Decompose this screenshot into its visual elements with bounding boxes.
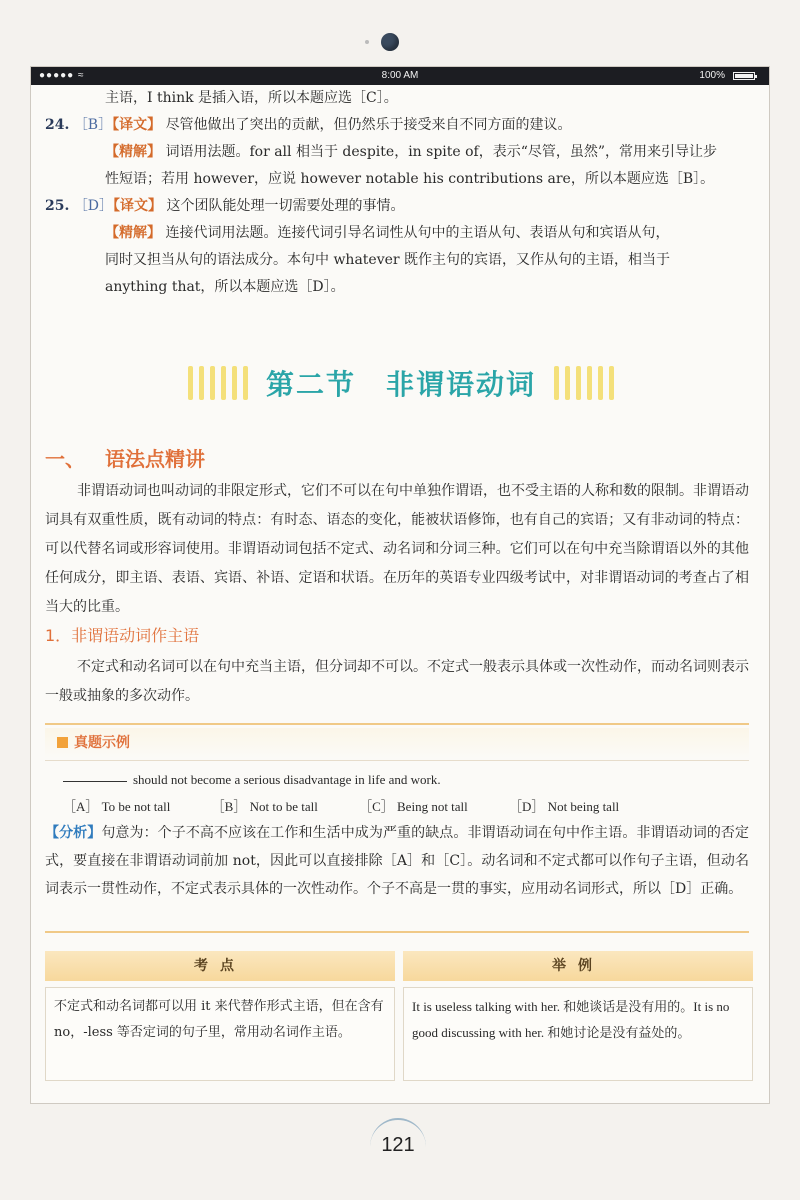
translation-text: 这个团队能处理一切需要处理的事情。 <box>166 198 405 214</box>
translation-tag: 【译文】 <box>112 117 162 133</box>
decorative-stripes-right <box>554 366 614 400</box>
heading-text: 语法点精讲 <box>105 447 205 471</box>
page-number-badge <box>370 1118 426 1176</box>
explanation-text: 同时又担当从句的语法成分。本句中 whatever 既作主句的宾语，又作从句的主语，相当于 <box>105 252 671 268</box>
signal-icon: ●●●●● ≈ <box>39 70 85 81</box>
key-points-table <box>45 951 753 1081</box>
section-banner <box>141 359 661 407</box>
table-header-keypoint: 考点 <box>45 951 395 981</box>
analysis-tag: 【分析】 <box>45 825 102 841</box>
explanation-text: 连接代词用法题。连接代词引导名词性从句中的主语从句、表语从句和宾语从句， <box>165 225 670 241</box>
explanation-text: anything that，所以本题应选［D］。 <box>105 279 345 295</box>
page-number: 121 <box>381 1134 415 1156</box>
analysis-text: 句意为：个子不高不应该在工作和生活中成为严重的缺点。非谓语动词在句中作主语。非谓语动词的否定式，要直接在非谓语动词前加 not，因此可以直接排除［A］和［C］。动名词和不定式都可以作句子主语，但动名词表示一贯性动作，不定式表示具体的一次性动作。个子不高是一贯的事实，应用动名词形式，所以［D］正确。 <box>45 825 749 897</box>
battery-icon <box>733 72 755 80</box>
answer-explanations <box>45 85 755 301</box>
analysis-block <box>45 819 749 903</box>
status-time: 8:00 AM <box>381 70 419 81</box>
answer-label: ［D］ <box>73 198 114 214</box>
example-header <box>45 728 749 758</box>
explanation-text: 词语用法题。for all 相当于 despite，in spite of，表示“尽管，虽然”，常用来引导让步 <box>165 144 718 160</box>
battery-percent: 100% <box>699 70 725 81</box>
text-line: 主语，I think 是插入语，所以本题应选［C］。 <box>105 90 398 106</box>
option-b: ［B］ Not to be tall <box>211 799 318 814</box>
answer-options <box>63 794 657 820</box>
intro-paragraph: 非谓语动词也叫动词的非限定形式，它们不可以在句中单独作谓语，也不受主语的人称和数的限制。非谓语动词具有双重性质，既有动词的特点：有时态、语态的变化，能被状语修饰，也有自己的宾语；又有非动词的特点：可以代替名词或形容词使用。非谓语动词包括不定式、动名词和分词三种。它们可以在句中充当除谓语以外的其他任何成分，即主语、表语、宾语、补语、定语和状语。在历年的英语专业四级考试中，对非谓语动词的考查占了相当大的比重。 <box>45 483 749 615</box>
explanation-text: 性短语；若用 however，应说 however notable his contributions are，所以本题应选［B］。 <box>105 171 715 187</box>
option-a: ［A］ To be not tall <box>63 799 171 814</box>
sub-paragraph: 不定式和动名词可以在句中充当主语，但分词却不可以。不定式一般表示具体或一次性动作，而动名词则表示一般或抽象的多次动作。 <box>45 659 749 704</box>
explanation-tag: 【精解】 <box>105 144 161 160</box>
status-bar <box>31 67 769 85</box>
question-sentence <box>63 767 441 793</box>
heading-level2: 1．非谓语动词作主语 <box>45 626 200 645</box>
divider <box>45 760 749 761</box>
answer-blank <box>63 781 127 782</box>
option-d: ［D］ Not being tall <box>509 799 620 814</box>
answer-label: ［B］ <box>73 117 113 133</box>
table-cell-keypoint: 不定式和动名词都可以用 it 来代替作形式主语，但在含有 no，-less 等否定词的句子里，常用动名词作主语。 <box>45 987 395 1081</box>
translation-tag: 【译文】 <box>113 198 163 214</box>
divider <box>45 931 749 933</box>
question-number: 24. <box>45 117 70 133</box>
example-header-label: 真题示例 <box>74 735 130 751</box>
divider <box>45 723 749 725</box>
table-cell-example: It is useless talking with her. 和她谈话是没有用的。It is no good discussing with her. 和她讨论是没有益处的。 <box>403 987 753 1081</box>
heading-number: 一、 <box>45 447 85 471</box>
camera-dot-small <box>365 40 369 44</box>
table-header-example: 举例 <box>403 951 753 981</box>
translation-text: 尽管他做出了突出的贡献，但仍然乐于接受来自不同方面的建议。 <box>165 117 572 133</box>
question-text: should not become a serious disadvantage in life and work. <box>133 772 441 787</box>
camera-icon <box>381 33 399 51</box>
option-c: ［C］ Being not tall <box>359 799 468 814</box>
question-number: 25. <box>45 198 70 214</box>
explanation-tag: 【精解】 <box>105 225 161 241</box>
decorative-stripes-left <box>188 366 248 400</box>
heading-level1 <box>45 443 205 472</box>
square-bullet-icon <box>57 737 68 748</box>
section-title: 第二节 非谓语动词 <box>265 368 536 401</box>
tablet-screen <box>30 66 770 1104</box>
